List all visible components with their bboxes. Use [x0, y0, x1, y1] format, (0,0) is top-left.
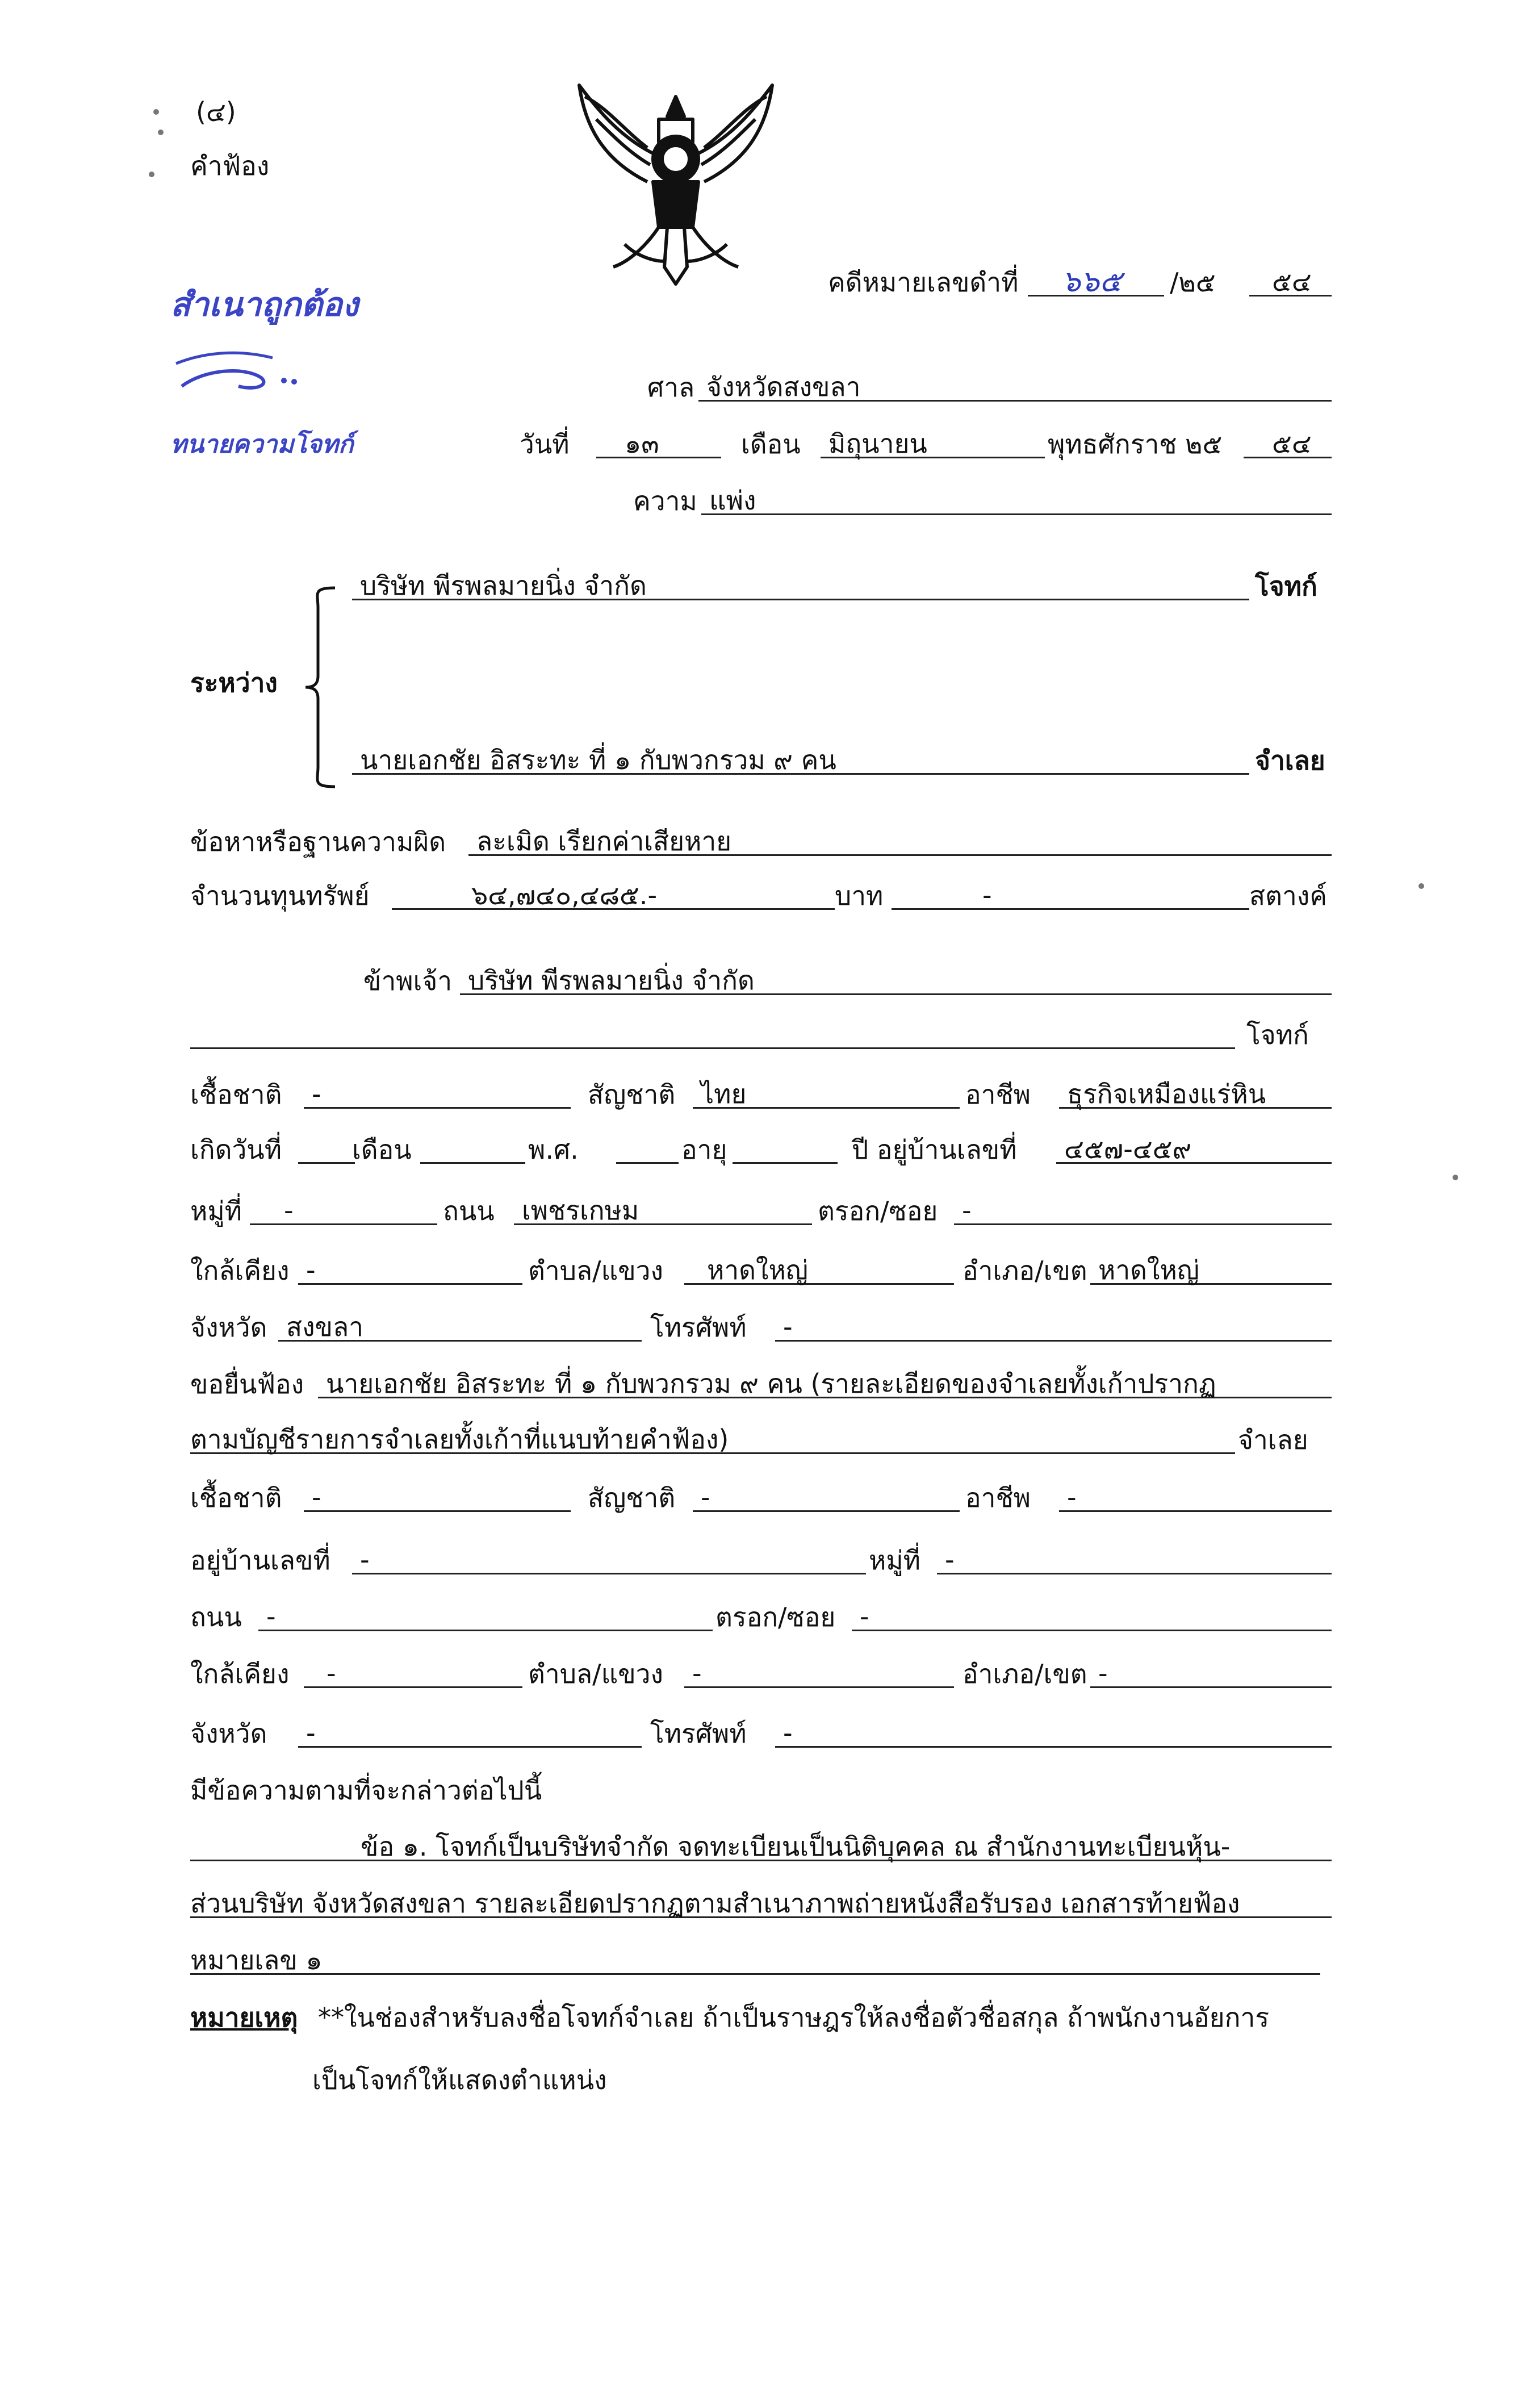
p-birth-label: เกิดวันที่ [190, 1134, 282, 1165]
clause-1-line-1: ข้อ ๑. โจทก์เป็นบริษัทจำกัด จดทะเบียนเป็นนิติบุคคล ณ สำนักงานทะเบียนหุ้น- [190, 1832, 1332, 1861]
p-phone-value: - [775, 1312, 1332, 1342]
p-tambon-label: ตำบล/แขวง [528, 1255, 663, 1286]
p-birth-day [298, 1134, 355, 1164]
p-near-label: ใกล้เคียง [190, 1255, 290, 1286]
p-be-value [616, 1134, 679, 1164]
scan-speck [1418, 883, 1424, 889]
d-phone-label: โทรศัพท์ [650, 1718, 747, 1749]
p-province-label: จังหวัด [190, 1312, 267, 1343]
d-moo-label: หมู่ที่ [869, 1545, 920, 1576]
form-number: (๔) [196, 97, 236, 127]
plaintiff-name: บริษัท พีรพลมายนิ่ง จำกัด [352, 571, 1249, 600]
scan-speck [1453, 1175, 1458, 1180]
between-label: ระหว่าง [190, 667, 278, 698]
note-label: หมายเหตุ [190, 2002, 298, 2033]
d-sue-value-1: นายเอกชัย อิสระทะ ที่ ๑ กับพวกรวม ๙ คน (รายละเอียดของจำเลยทั้งเก้าปรากฏ [318, 1369, 1332, 1398]
p-soi-label: ตรอก/ซอย [818, 1196, 938, 1226]
d-occupation-value: - [1059, 1482, 1332, 1512]
court-name: จังหวัดสงขลา [698, 372, 1332, 402]
date-label: วันที่ [520, 429, 570, 460]
note-line-2: เป็นโจทก์ให้แสดงตำแหน่ง [312, 2065, 607, 2095]
clause-1-line-2: ส่วนบริษัท จังหวัดสงขลา รายละเอียดปรากฏตามสำเนาภาพถ่ายหนังสือรับรอง เอกสารท้ายฟ้อง [190, 1889, 1332, 1918]
month-value: มิถุนายน [821, 429, 1045, 458]
d-soi-value: - [852, 1602, 1332, 1631]
d-phone-value: - [775, 1718, 1332, 1748]
d-near-value: - [304, 1659, 522, 1688]
d-road-value: - [258, 1602, 713, 1631]
defendant-label: จำเลย [1255, 745, 1325, 776]
d-tambon-value: - [684, 1659, 954, 1688]
d-role-label: จำเลย [1238, 1425, 1308, 1455]
defendant-name: นายเอกชัย อิสระทะ ที่ ๑ กับพวกรวม ๙ คน [352, 745, 1249, 775]
d-race-label: เชื้อชาติ [190, 1482, 282, 1513]
d-tambon-label: ตำบล/แขวง [528, 1659, 663, 1689]
satang-value: - [892, 880, 1249, 910]
p-province-value: สงขลา [278, 1312, 642, 1342]
d-near-label: ใกล้เคียง [190, 1659, 290, 1689]
matter-value: แพ่ง [701, 486, 1332, 515]
d-sue-value-2: ตามบัญชีรายการจำเลยทั้งเก้าที่แนบท้ายคำฟ้อง) [190, 1425, 1235, 1454]
clause-1-line-3: หมายเลข ๑ [190, 1945, 1320, 1975]
stamp-true-copy: สำเนาถูกต้อง [170, 285, 359, 324]
plaintiff-label: โจทก์ [1255, 571, 1317, 602]
p-age-value [733, 1134, 838, 1164]
d-amphoe-label: อำเภอ/เขต [962, 1659, 1087, 1689]
i-label: ข้าพเจ้า [363, 966, 453, 996]
court-label: ศาล [647, 372, 695, 403]
p-be-label: พ.ศ. [528, 1134, 579, 1165]
p-tambon-value: หาดใหญ่ [684, 1255, 954, 1285]
p-birth-month-label: เดือน [352, 1134, 412, 1165]
matter-label: ความ [633, 486, 697, 516]
p-race-value: - [304, 1079, 571, 1109]
d-house-value: - [352, 1545, 866, 1574]
p-phone-label: โทรศัพท์ [650, 1312, 747, 1343]
d-moo-value: - [937, 1545, 1332, 1574]
stamp-signature [170, 346, 307, 398]
month-label: เดือน [741, 429, 801, 460]
charge-value: ละเมิด เรียกค่าเสียหาย [468, 826, 1332, 856]
scan-speck [149, 172, 154, 177]
d-occupation-label: อาชีพ [965, 1482, 1031, 1513]
p-moo-label: หมู่ที่ [190, 1196, 242, 1226]
scan-speck [158, 130, 164, 135]
amount-label: จำนวนทุนทรัพย์ [190, 880, 370, 911]
black-case-label: คดีหมายเลขดำที่ [828, 267, 1019, 298]
p-nationality-value: ไทย [693, 1079, 960, 1109]
note-line-1: **ในช่องสำหรับลงชื่อโจทก์จำเลย ถ้าเป็นราษฎรให้ลงชื่อตัวชื่อสกุล ถ้าพนักงานอัยการ [318, 2002, 1270, 2033]
satang-label: สตางค์ [1249, 880, 1328, 911]
year-value: ๕๔ [1244, 429, 1332, 458]
p-race-label: เชื้อชาติ [190, 1079, 282, 1110]
d-province-label: จังหวัด [190, 1718, 267, 1749]
i-value: บริษัท พีรพลมายนิ่ง จำกัด [460, 966, 1332, 995]
charge-label: ข้อหาหรือฐานความผิด [190, 826, 446, 857]
p-amphoe-value: หาดใหญ่ [1090, 1255, 1332, 1285]
d-house-label: อยู่บ้านเลขที่ [190, 1545, 330, 1576]
p-house-value: ๔๕๗-๔๕๙ [1056, 1134, 1332, 1164]
black-case-number: ๖๖๕ [1028, 267, 1164, 296]
black-case-sep: /๒๕ [1170, 267, 1216, 298]
plaintiff-role-label: โจทก์ [1246, 1020, 1309, 1050]
plaintiff-continuation-line [190, 1020, 1235, 1049]
p-birth-month [420, 1134, 525, 1164]
d-amphoe-value: - [1090, 1659, 1332, 1688]
black-case-year: ๕๔ [1249, 267, 1332, 296]
garuda-emblem [562, 74, 789, 301]
p-amphoe-label: อำเภอ/เขต [962, 1255, 1087, 1286]
p-age-label: อายุ [681, 1134, 727, 1165]
body-intro: มีข้อความตามที่จะกล่าวต่อไปนี้ [190, 1775, 542, 1806]
d-nationality-value: - [693, 1482, 960, 1512]
p-near-value: - [298, 1255, 522, 1285]
p-occupation-value: ธุรกิจเหมืองแร่หิน [1059, 1079, 1332, 1109]
d-nationality-label: สัญชาติ [588, 1482, 676, 1513]
p-road-label: ถนน [443, 1196, 495, 1226]
p-soi-value: - [954, 1196, 1332, 1225]
d-sue-label: ขอยื่นฟ้อง [190, 1369, 304, 1400]
d-race-value: - [304, 1482, 571, 1512]
d-soi-label: ตรอก/ซอย [715, 1602, 836, 1632]
p-road-value: เพชรเกษม [514, 1196, 812, 1225]
between-brace [301, 585, 341, 790]
form-title: คำฟ้อง [190, 151, 270, 181]
p-nationality-label: สัญชาติ [588, 1079, 676, 1110]
amount-value: ๖๔,๗๔๐,๔๘๕.- [392, 880, 835, 910]
p-moo-value: - [250, 1196, 437, 1225]
scan-speck [153, 109, 159, 115]
stamp-owner: ทนายความโจทก์ [170, 430, 354, 459]
year-label: พุทธศักราช ๒๕ [1048, 429, 1223, 460]
d-road-label: ถนน [190, 1602, 242, 1632]
p-occupation-label: อาชีพ [965, 1079, 1031, 1110]
date-day: ๑๓ [596, 429, 721, 458]
d-province-value: - [298, 1718, 642, 1748]
p-house-label: ปี อยู่บ้านเลขที่ [852, 1134, 1017, 1165]
baht-label: บาท [835, 880, 884, 911]
